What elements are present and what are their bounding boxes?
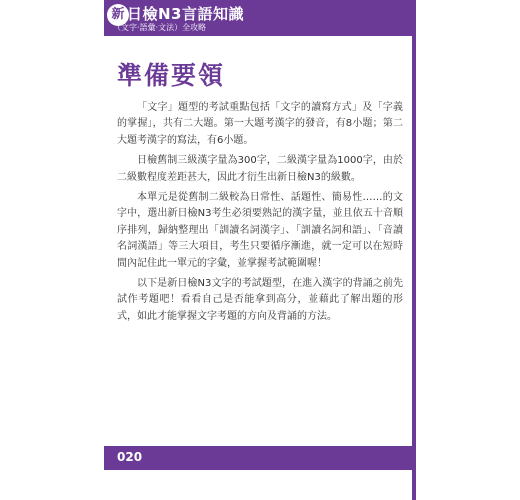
paragraph: 以下是新日檢N3文字的考試題型，在進入漢字的背誦之前先試作考題吧！看看自己是否能拿到高分，並藉此了解出題的形式，如此才能掌握文字考題的方向及背誦的方法。 — [117, 278, 403, 322]
side-color-strip — [412, 0, 416, 500]
body-text — [117, 100, 403, 329]
footer-bar — [104, 446, 414, 470]
book-subtitle: （文字‧語彙‧文法）全攻略 — [113, 23, 207, 32]
paragraph: 日檢舊制三級漢字量為300字，二級漢字量為1000字，由於二級數程度差距甚大，因此才衍生出新日檢N3的級數。 — [117, 155, 403, 183]
page-number: 020 — [117, 450, 143, 464]
book-title: 日檢N3言語知識 — [127, 5, 244, 23]
paragraph: 本單元是從舊制二級較為日常性、話題性、簡易性……的文字中，選出新日檢N3考生必須要熟記的漢字量，並且依五十音順序排列，歸納整理出「訓讀名詞漢字」、「訓讀名詞和語」、「音讀名詞漢語」等三大項目，考生只要循序漸進，就一定可以在短時間內記住此一單元的字彙，並掌握考試範圍喔！ — [117, 192, 403, 269]
paragraph: 「文字」題型的考試重點包括「文字的讀寫方式」及「字義的掌握」，共有二大題。第一大題考漢字的發音，有8小題；第二大題考漢字的寫法，有6小題。 — [117, 102, 403, 146]
section-heading: 準備要領 — [117, 61, 226, 90]
new-badge: 新 — [107, 4, 129, 26]
